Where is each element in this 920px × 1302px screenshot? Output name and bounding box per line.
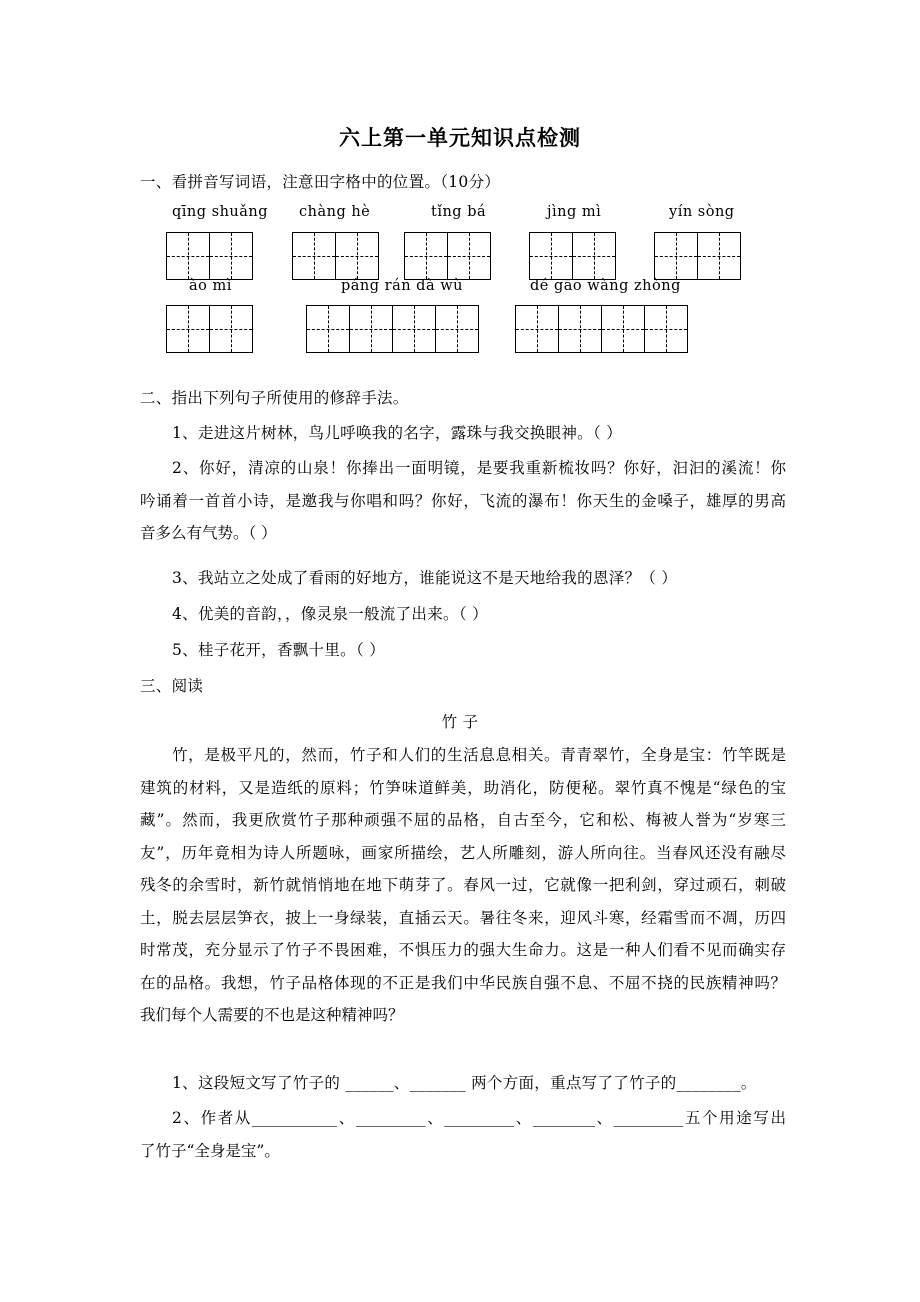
- tianzige-cell[interactable]: [392, 305, 436, 353]
- tianzige-box[interactable]: [529, 232, 615, 280]
- pinyin-label: páng rán dà wù: [341, 278, 463, 294]
- passage-line: 友”，历年竟相为诗人所题咏，画家所描绘，艺人所雕刻，游人所向往。当春风还没有融尽: [140, 843, 786, 862]
- tianzige-cell[interactable]: [166, 305, 210, 353]
- question-2-2: [140, 452, 786, 550]
- tianzige-cell[interactable]: [435, 305, 479, 353]
- tianzige-cell[interactable]: [697, 232, 741, 280]
- tianzige-cell[interactable]: [349, 305, 393, 353]
- question-2-4: 4、优美的音韵，，像灵泉一般流了出来。（ ）: [172, 605, 488, 623]
- passage-line: 藏”。然而，我更欣赏竹子那种顽强不屈的品格，自古至今，它和松、梅被人誉为“岁寒三: [140, 811, 786, 829]
- tianzige-box[interactable]: [404, 232, 490, 280]
- pinyin-label: jìng mì: [547, 204, 602, 220]
- page-title: 六上第一单元知识点检测: [339, 125, 581, 150]
- passage-body: [140, 739, 786, 1032]
- passage-title: 竹 子: [441, 713, 479, 731]
- question-line: 2、你好，清凉的山泉！你捧出一面明镜，是要我重新梳妆吗？你好，汩汩的溪流！你: [172, 459, 786, 477]
- tianzige-box[interactable]: [292, 232, 378, 280]
- pinyin-label: yín sòng: [669, 204, 735, 220]
- tianzige-cell[interactable]: [209, 305, 253, 353]
- question-line: 了竹子“全身是宝”。: [140, 1141, 280, 1160]
- tianzige-cell[interactable]: [209, 232, 253, 280]
- tianzige-cell[interactable]: [166, 232, 210, 280]
- question-2-1: 1、走进这片树林，鸟儿呼唤我的名字，露珠与我交换眼神。（ ）: [172, 424, 623, 442]
- tianzige-box[interactable]: [654, 232, 740, 280]
- tianzige-cell[interactable]: [644, 305, 688, 353]
- question-line: 吟诵着一首首小诗，是邀我与你唱和吗？你好，飞流的瀑布！你天生的金嗓子，雄厚的男高: [140, 491, 786, 510]
- pinyin-label: ào mì: [189, 278, 232, 294]
- tianzige-cell[interactable]: [306, 305, 350, 353]
- passage-line: 土，脱去层层笋衣，披上一身绿装，直插云天。暑往冬来，迎风斗寒，经霜雪而不凋，历四: [140, 908, 786, 927]
- tianzige-box[interactable]: [166, 305, 252, 353]
- question-line: 音多么有气势。（ ）: [140, 524, 277, 542]
- question-2-3: 3、我站立之处成了看雨的好地方，谁能说这不是天地给我的恩泽？（ ）: [172, 569, 678, 587]
- tianzige-cell[interactable]: [404, 232, 448, 280]
- passage-line: 竹，是极平凡的，然而，竹子和人们的生活息息相关。青青翠竹，全身是宝：竹竿既是: [172, 746, 786, 764]
- tianzige-cell[interactable]: [447, 232, 491, 280]
- tianzige-cell[interactable]: [515, 305, 559, 353]
- question-line: 2、作者从___________、_________、_________、________、_________五个用途写出: [172, 1109, 786, 1127]
- question-3-2: [140, 1102, 786, 1167]
- tianzige-cell[interactable]: [529, 232, 573, 280]
- tianzige-cell[interactable]: [572, 232, 616, 280]
- passage-line: 在的品格。我想，竹子品格体现的不正是我们中华民族自强不息、不屈不挠的民族精神吗？: [140, 973, 786, 992]
- question-2-5: 5、桂子花开，香飘十里。（ ）: [172, 641, 386, 659]
- section3-heading: 三、阅读: [140, 677, 204, 695]
- tianzige-box[interactable]: [306, 305, 478, 353]
- passage-line: 残冬的余雪时，新竹就悄悄地在地下萌芽了。春风一过，它就像一把利剑，穿过顽石，刺破: [140, 876, 786, 894]
- tianzige-cell[interactable]: [601, 305, 645, 353]
- question-3-1: 1、这段短文写了竹子的 ______、_______ 两个方面，重点写了了竹子的________。: [172, 1074, 757, 1092]
- tianzige-cell[interactable]: [654, 232, 698, 280]
- tianzige-cell[interactable]: [292, 232, 336, 280]
- section2-heading: 二、指出下列句子所使用的修辞手法。: [140, 389, 409, 407]
- section1-heading: 一、看拼音写词语，注意田字格中的位置。（10分）: [140, 173, 501, 191]
- passage-line: 建筑的材料，又是造纸的原料；竹笋味道鲜美，助消化，防便秘。翠竹真不愧是“绿色的宝: [140, 778, 786, 797]
- tianzige-box[interactable]: [166, 232, 252, 280]
- pinyin-label: qīng shuǎng: [172, 204, 269, 220]
- tianzige-cell[interactable]: [558, 305, 602, 353]
- tianzige-box[interactable]: [515, 305, 687, 353]
- pinyin-label: dé gāo wàng zhòng: [530, 278, 681, 294]
- pinyin-label: chàng hè: [299, 204, 371, 220]
- tianzige-cell[interactable]: [335, 232, 379, 280]
- pinyin-label: tǐng bá: [431, 204, 487, 220]
- passage-line: 时常茂，充分显示了竹子不畏困难，不惧压力的强大生命力。这是一种人们看不见而确实存: [140, 941, 786, 959]
- passage-line: 我们每个人需要的不也是这种精神吗？: [140, 1006, 404, 1024]
